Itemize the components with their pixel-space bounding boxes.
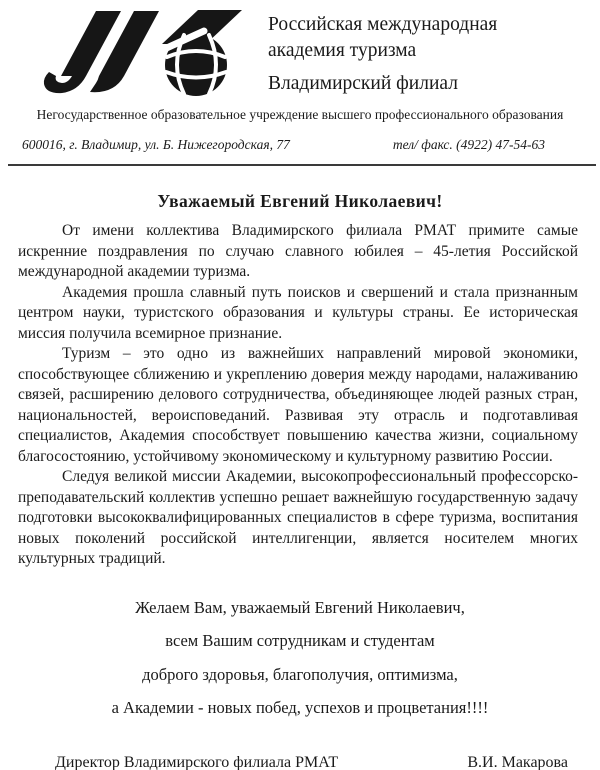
salutation: Уважаемый Евгений Николаевич! [157,191,443,211]
rmat-globe-monogram-icon [36,6,244,98]
phone-fax-text: тел/ факс. (4922) 47-54-63 [392,137,545,152]
contact-row [22,137,545,153]
org-name-line2: академия туризма [268,40,417,61]
wishes-line-3: доброго здоровья, благополучия, оптимизма, [142,664,458,684]
address-text: 600016, г. Владимир, ул. Б. Нижегородская, 77 [22,137,290,152]
wishes-line-1: Желаем Вам, уважаемый Евгений Николаевич, [135,597,465,617]
wishes-block [0,591,600,725]
branch-name: Владимирский филиал [268,73,458,94]
org-type-subtitle: Негосударственное образовательное учреждение высшего профессионального образования [36,107,564,122]
body-paragraph-1: От имени коллектива Владимирского филиала РМАТ примите самые искренние поздравления по случаю славного юбилея – 45-летия Российской международной академии туризма. [18,222,578,280]
signature-row [55,754,568,770]
org-name-block [268,6,497,97]
wishes-line-4: а Академии - новых побед, успехов и процветания!!!! [111,698,489,717]
org-name-line1: Российская международная [268,14,498,35]
body-paragraph-4: Следуя великой миссии Академии, высокопрофессиональный профессорско-преподавательский коллектив успешно решает важнейшую государственную задачу подготовки высококвалифицированных специалистов в сфере туризма, воспитания новых поколений российской интеллигенции, является носителем многих культурных традиций. [18,468,578,567]
letter-body [18,221,578,570]
signature-title: Директор Владимирского филиала РМАТ [55,753,339,770]
body-paragraph-2: Академия прошла славный путь поисков и свершений и стала признанным центром науки, туристского образования и культуры страны. Ее историческая миссия получила всемирное признание. [18,283,578,342]
body-paragraph-3: Туризм – это одно из важнейших направлений мировой экономики, способствующее сближению и укреплению доверия между народами, налаживанию связей, расширению делового сотрудничества, объединяющее людей разных стран, национальностей, вероисповеданий. Развивая эту отрасль и подготавливая специалистов, Академия способствует повышению качества жизни, социальному благосостоянию, устойчивому экономическому и культурному развитию России. [18,345,578,465]
letterhead-divider [8,164,596,166]
signature-name: В.И. Макарова [467,753,568,770]
wishes-line-2: всем Вашим сотрудникам и студентам [165,631,435,650]
letterhead [0,6,600,98]
